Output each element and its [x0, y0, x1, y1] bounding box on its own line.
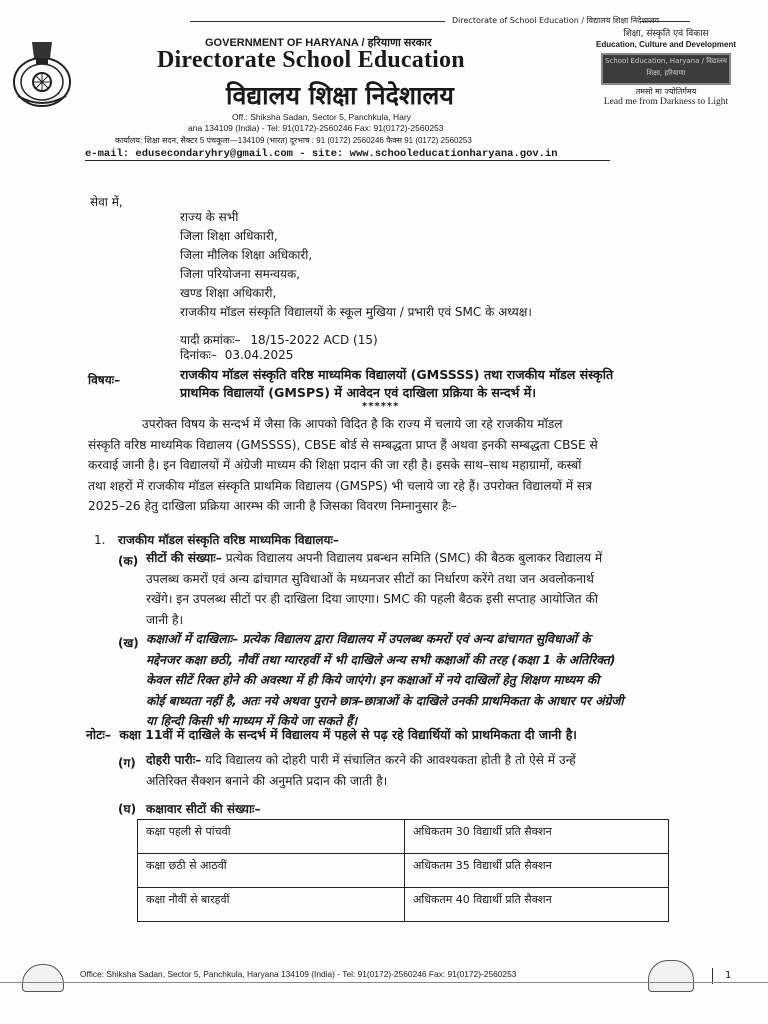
section-1-number: 1.: [94, 533, 106, 547]
directorate-title-en: Directorate School Education: [157, 47, 465, 73]
addressee-line: खण्ड शिक्षा अधिकारी,: [180, 286, 277, 300]
table-cell-limit: अधिकतम 30 विद्यार्थी प्रति सैक्शन: [405, 820, 669, 854]
intro-line: तथा शहरों में राजकीय मॉडल संस्कृति प्राथमिक विद्यालय (GMSPS) भी चलाये जा रहे हैं। उपरोक्त विद्यालयों में सत्र: [88, 478, 592, 493]
header-divider: [85, 160, 610, 161]
item-kha-line: केवल सीटें रिक्त होने की अवस्था में ही किये जाएंगे। इन कक्षाओं में नये दाखिलों हेतु शिक्षण माध्यम की: [146, 673, 600, 687]
intro-line: संस्कृति वरिष्ठ माध्यमिक विद्यालय (GMSSSS), CBSE बोर्ड से सम्बद्धता प्राप्त हैं अथवा इनकी सम्बद्धता CBSE से: [88, 437, 598, 452]
item-ga-line: दोहरी पारीः– यदि विद्यालय को दोहरी पारी में संचालित करने की आवश्यकता होती है तो ऐसे में उन्हें: [146, 753, 576, 767]
item-ka-line: जानी है।: [146, 612, 184, 627]
item-ka-line: उपलब्ध कमरों एवं अन्य ढांचागत सुविधाओं के मध्यनजर सीटों का निर्धारण करेंगे तथा जन अवलोकनार्थ: [146, 571, 594, 586]
footer-rule: [0, 982, 768, 983]
salutation: सेवा में,: [90, 195, 123, 209]
memo-date-value: 03.04.2025: [224, 348, 294, 362]
addressee-line: जिला मौलिक शिक्षा अधिकारी,: [180, 248, 313, 262]
separator-stars: ******: [362, 401, 400, 412]
item-kha-line: या हिन्दी किसी भी माध्यम में किये जा सकते हैं।: [146, 714, 358, 728]
table-row: [138, 888, 669, 922]
note-label: नोटः–: [86, 727, 112, 742]
note: [86, 726, 577, 743]
subject-label: विषयः–: [88, 373, 121, 387]
table-cell-limit: अधिकतम 35 विद्यार्थी प्रति सैक्शन: [405, 854, 669, 888]
seats-table: [137, 819, 669, 922]
school-education-logo: [591, 29, 741, 109]
logo-tagline-en: Education, Culture and Development: [595, 40, 736, 49]
table-cell-classes: कक्षा पहली से पांचवी: [138, 820, 405, 854]
table-row: [138, 820, 669, 854]
top-header-rule: [190, 21, 445, 22]
haryana-emblem-icon: [10, 36, 74, 108]
intro-line: उपरोक्त विषय के सन्दर्भ में जैसा कि आपको विदित है कि राज्य में चलाये जा रहे राजकीय मॉडल: [142, 417, 563, 431]
intro-paragraph: [88, 414, 694, 517]
item-kha-line: कोई बाध्यता नहीं है, अतः नये अथवा पुराने छात्र–छात्राओं के दाखिले उनकी प्राथमिकता के आधार पर अंग्रेजी: [146, 693, 624, 708]
subject-text: [180, 366, 613, 402]
table-cell-limit: अधिकतम 40 विद्यार्थी प्रति सैक्शन: [405, 888, 669, 922]
intro-line: करवाई जानी है। इन विद्यालयों में अंग्रेजी माध्यम की शिक्षा प्रदान की जा रही है। इसके साथ–साथ महाग्रामों, कस्बों: [88, 458, 582, 472]
item-ka-block: [146, 548, 694, 630]
address-line-1: Off.: Shiksha Sadan, Sector 5, Panchkula, Hary: [232, 112, 411, 122]
address-line-2: ana 134109 (India) - Tel: 91(0172)-2560246 Fax: 91(0172)-2560253: [188, 123, 444, 133]
footer-right-emblem-icon: [648, 960, 694, 992]
address-line-hi: कार्यालय: शिक्षा सदन, सैक्टर 5 पंचकूला—134109 (भारत) दूरभाष : 91 (0172) 2560246 फैक्स 91 (0172) 2560253: [115, 136, 472, 145]
top-header-rule-right: [640, 21, 690, 22]
logo-emblem-icon: School Education, Haryana / विद्यालय शिक्षा, हरियाणा: [601, 53, 731, 85]
table-row: [138, 854, 669, 888]
note-text: कक्षा 11वीं में दाखिले के सन्दर्भ में विद्यालय में पहले से पढ़ रहे विद्यार्थियों को प्राथमिकता दी जानी है।: [119, 727, 577, 742]
item-ka-label: (क): [118, 554, 139, 568]
subject-line-2: प्राथमिक विद्यालयों (GMSPS) में आवेदन एवं दाखिला प्रक्रिया के सन्दर्भ में।: [180, 385, 537, 400]
item-kha-line: कक्षाओं में दाखिलाः– प्रत्येक विद्यालय द्वारा विद्यालय में उपलब्ध कमरों एवं अन्य ढांचागत सुविधाओं के: [146, 632, 591, 646]
item-ga-title: दोहरी पारीः–: [146, 753, 202, 767]
addressee-line: राजकीय मॉडल संस्कृति विद्यालयों के स्कूल मुखिया / प्रभारी एवं SMC के अध्यक्ष।: [180, 305, 532, 319]
item-kha-label: (ख): [118, 636, 139, 650]
item-gha-title: कक्षावार सीटों की संख्याः–: [146, 802, 261, 816]
logo-motto-hi: तमसो मा ज्योतिर्गमय: [635, 87, 697, 96]
memo-number-label: यादी क्रमांकः–: [180, 333, 241, 347]
footer-office-address: Office: Shiksha Sadan, Sector 5, Panchkula, Haryana 134109 (India) - Tel: 91(0172)-2560246 Fax: 91(0172)-2560253: [80, 969, 517, 979]
item-kha-block: [146, 629, 696, 732]
item-kha-title: कक्षाओं में दाखिलाः–: [146, 632, 239, 646]
item-ga-line: अतिरिक्त सैक्शन बनाने की अनुमति प्रदान की जाती है।: [146, 773, 388, 788]
addressee-line: जिला परियोजना समन्वयक,: [180, 267, 300, 281]
item-ga-block: [146, 750, 694, 791]
page-number: 1: [725, 970, 732, 981]
item-ka-title: सीटों की संख्याः–: [146, 551, 222, 565]
memo-date: [180, 346, 293, 363]
intro-line: 2025–26 हेतु दाखिला प्रक्रिया आरम्भ की जानी है जिसका विवरण निम्नानुसार हैः–: [88, 499, 457, 513]
item-kha-line: मद्देनजर कक्षा छठी, नौवीं तथा ग्यारहवीं में भी दाखिले अन्य सभी कक्षाओं की तरह (कक्षा 1 के अतिरिक्त): [146, 652, 616, 667]
logo-tagline-hi: शिक्षा, संस्कृति एवं विकास: [623, 29, 709, 39]
item-ga-label: (ग): [118, 756, 136, 770]
table-cell-classes: कक्षा नौवीं से बारहवीं: [138, 888, 405, 922]
footer-left-emblem-icon: [22, 964, 64, 992]
addressee-line: जिला शिक्षा अधिकारी,: [180, 229, 278, 243]
contact-line: e-mail: edusecondaryhry@gmail.com - site: www.schooleducationharyana.gov.in: [85, 148, 558, 160]
memo-number-value: 18/15-2022 ACD (15): [250, 333, 378, 347]
directorate-title-hi: विद्यालय शिक्षा निदेशालय: [226, 81, 454, 110]
addressee-block: [180, 208, 532, 322]
logo-motto-en: Lead me from Darkness to Light: [603, 97, 729, 107]
addressee-line: राज्य के सभी: [180, 210, 239, 224]
table-cell-classes: कक्षा छठी से आठवीं: [138, 854, 405, 888]
item-gha-label: (घ): [118, 802, 137, 816]
government-title: GOVERNMENT OF HARYANA / हरियाणा सरकार: [205, 37, 432, 49]
item-ka-line: सीटों की संख्याः– प्रत्येक विद्यालय अपनी विद्यालय प्रबन्धन समिति (SMC) की बैठक बुलाकर विद्यालय में: [146, 551, 603, 565]
subject-line-1: राजकीय मॉडल संस्कृति वरिष्ठ माध्यमिक विद्यालयों (GMSSSS) तथा राजकीय मॉडल संस्कृति: [180, 367, 614, 382]
memo-date-label: दिनांकः–: [180, 348, 217, 362]
top-running-header: Directorate of School Education / विद्यालय शिक्षा निदेशालय: [452, 16, 660, 25]
item-ka-line: रखेंगे। इन उपलब्ध सीटों पर ही दाखिला दिया जाएगा। SMC की पहली बैठक इसी सप्ताह आयोजित की: [146, 592, 598, 606]
section-1-heading: राजकीय मॉडल संस्कृति वरिष्ठ माध्यमिक विद्यालयः–: [118, 533, 339, 547]
